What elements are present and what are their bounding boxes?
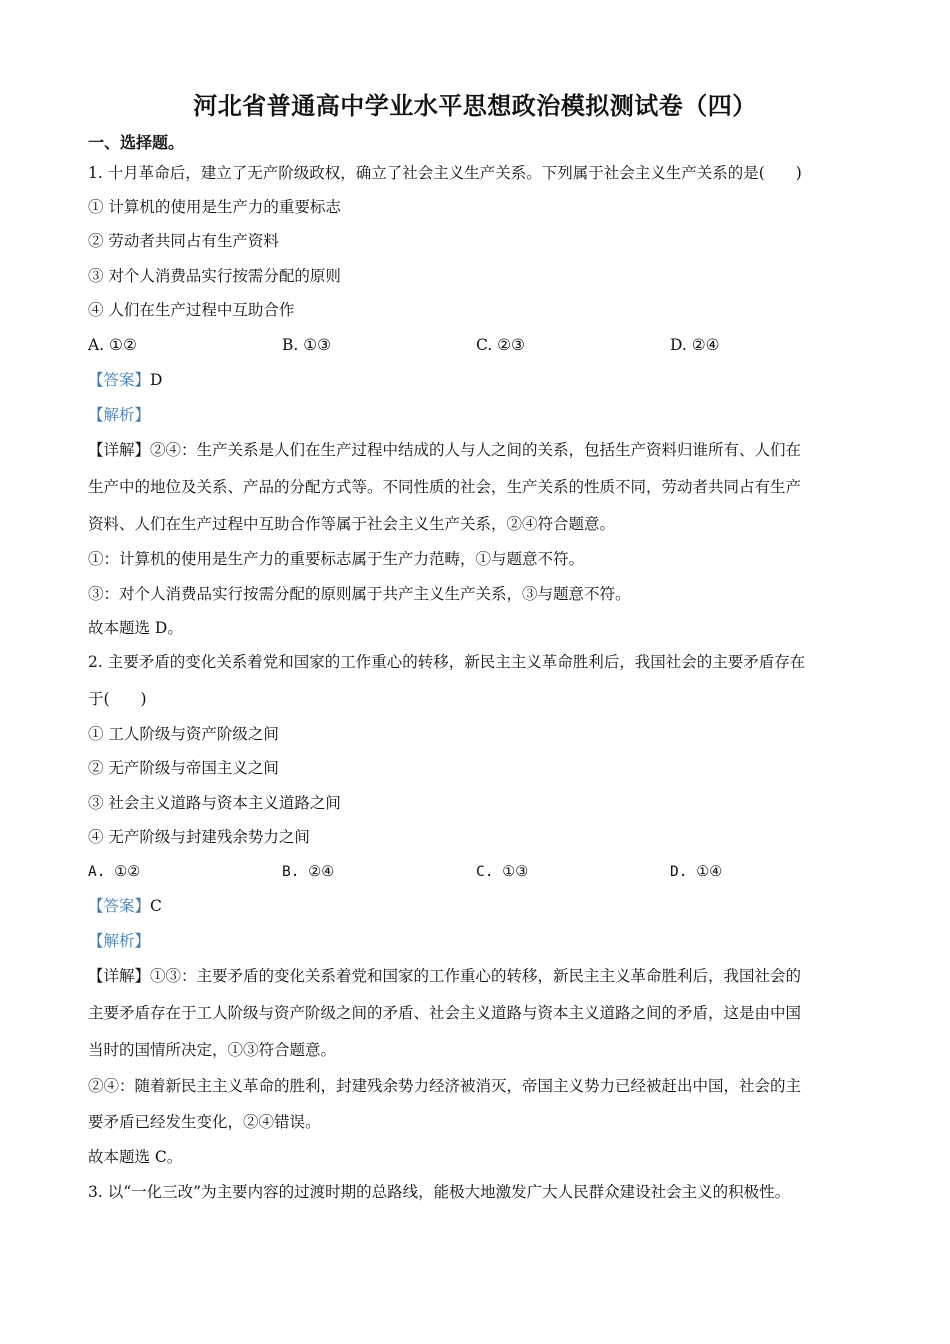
q2-detail-3: 当时的国情所决定，①③符合题意。 — [88, 1041, 337, 1059]
q1-detail-5: ③：对个人消费品实行按需分配的原则属于共产主义生产关系，③与题意不符。 — [88, 585, 631, 603]
q1-detail-4: ①：计算机的使用是生产力的重要标志属于生产力范畴，①与题意不符。 — [88, 550, 585, 568]
q2-answer — [88, 895, 863, 917]
q2-conclusion: 故本题选 C。 — [88, 1148, 183, 1166]
q2-analysis-tag: 【解析】 — [88, 932, 151, 950]
q2-detail-4: ②④：随着新民主主义革命的胜利，封建残余势力经济被消灭，帝国主义势力已经被赶出中国，社会的主 — [88, 1077, 802, 1095]
q1-conclusion: 故本题选 D。 — [88, 619, 183, 637]
q2-item-1: ① 工人阶级与资产阶级之间 — [88, 725, 279, 743]
q1-item-4: ④ 人们在生产过程中互助合作 — [88, 301, 295, 319]
q2-detail-2: 主要矛盾存在于工人阶级与资产阶级之间的矛盾、社会主义道路与资本主义道路之间的矛盾，这是由中国 — [88, 1004, 802, 1022]
q2-option-c: C. ①③ — [476, 864, 529, 880]
q1-item-1: ① 计算机的使用是生产力的重要标志 — [88, 198, 341, 216]
q2-item-2: ② 无产阶级与帝国主义之间 — [88, 759, 279, 777]
q2-option-d: D. ①④ — [670, 864, 723, 880]
q2-option-a: A. ①② — [88, 864, 141, 880]
q1-option-b: B. ①③ — [282, 336, 332, 354]
answer-tag: 【答案】 — [88, 371, 151, 389]
page-title: 河北省普通高中学业水平思想政治模拟测试卷（四） — [193, 91, 757, 120]
q2-item-4: ④ 无产阶级与封建残余势力之间 — [88, 828, 310, 846]
q2-detail-5: 要矛盾已经发生变化，②④错误。 — [88, 1113, 321, 1131]
detail-tag: 【详解】 — [88, 441, 151, 459]
q2-option-b: B. ②④ — [282, 864, 335, 880]
q1-option-c: C. ②③ — [476, 336, 525, 354]
q1-answer — [88, 369, 863, 391]
answer-tag: 【答案】 — [88, 897, 151, 915]
answer-value: D — [150, 371, 163, 389]
q2-stem-1: 2. 主要矛盾的变化关系着党和国家的工作重心的转移，新民主主义革命胜利后，我国社会的主要矛盾存在 — [88, 653, 806, 671]
q1-detail-3: 资料、人们在生产过程中互助合作等属于社会主义生产关系，②④符合题意。 — [88, 515, 616, 533]
q2-detail-1 — [88, 965, 863, 987]
q1-analysis-tag: 【解析】 — [88, 406, 151, 424]
q1-item-3: ③ 对个人消费品实行按需分配的原则 — [88, 267, 341, 285]
q3-stem: 3. 以“一化三改”为主要内容的过渡时期的总路线，能极大地激发广大人民群众建设社会主义的积极性。 — [88, 1183, 791, 1201]
detail-tag: 【详解】 — [88, 967, 151, 985]
q1-item-2: ② 劳动者共同占有生产资料 — [88, 232, 279, 250]
q1-option-d: D. ②④ — [670, 336, 720, 354]
q1-stem: 1. 十月革命后，建立了无产阶级政权，确立了社会主义生产关系。下列属于社会主义生产关系的是( ) — [88, 164, 802, 182]
answer-value: C — [150, 897, 162, 915]
q1-detail-1 — [88, 439, 863, 461]
q1-detail-2: 生产中的地位及关系、产品的分配方式等。不同性质的社会，生产关系的性质不同，劳动者共同占有生产 — [88, 478, 802, 496]
q2-stem-2: 于( ) — [88, 690, 147, 708]
detail-text: ①③：主要矛盾的变化关系着党和国家的工作重心的转移，新民主主义革命胜利后，我国社会的 — [150, 967, 802, 985]
q1-option-a: A. ①② — [88, 336, 137, 354]
detail-text: ②④：生产关系是人们在生产过程中结成的人与人之间的关系，包括生产资料归谁所有、人们在 — [150, 441, 802, 459]
section-heading: 一、选择题。 — [88, 133, 185, 152]
q2-item-3: ③ 社会主义道路与资本主义道路之间 — [88, 794, 341, 812]
